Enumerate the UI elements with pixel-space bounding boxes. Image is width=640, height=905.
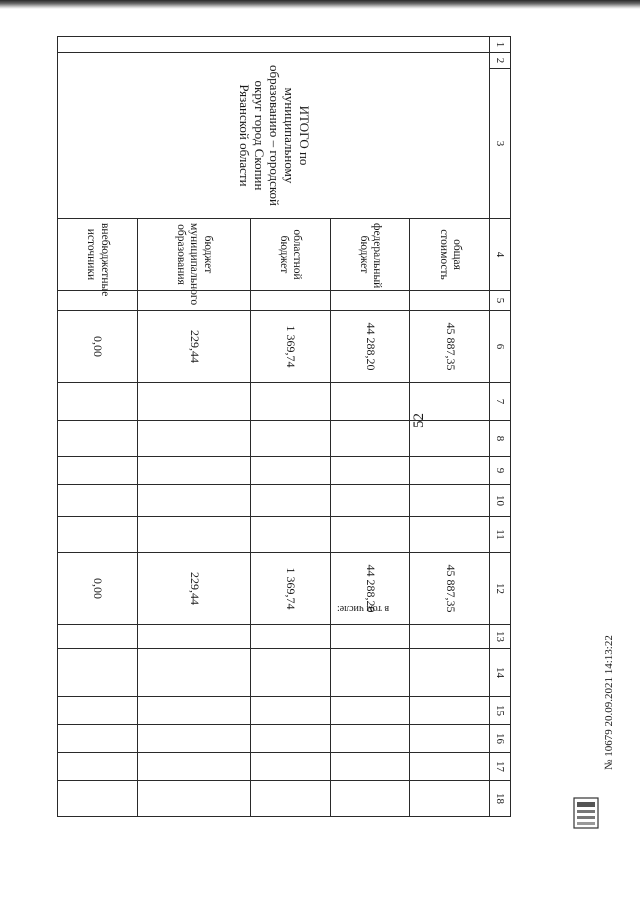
- document-stamp-text: № 10679 20.09.2021 14:13:22: [603, 635, 615, 770]
- value-col12: 45 887,35: [410, 553, 490, 625]
- empty-cell: [58, 517, 138, 553]
- value-col12: 0,00: [58, 553, 138, 625]
- value-col6: 1 369,74: [250, 311, 330, 383]
- col-number: 7: [490, 383, 511, 421]
- empty-cell: [58, 649, 138, 697]
- empty-cell: [137, 725, 250, 753]
- row-label: федеральный бюджет: [330, 219, 410, 291]
- value-col12: 229,44: [137, 553, 250, 625]
- empty-cell: [250, 649, 330, 697]
- empty-cell: [137, 421, 250, 457]
- col-number: 11: [490, 517, 511, 553]
- empty-cell: [410, 625, 490, 649]
- empty-cell: [250, 383, 330, 421]
- emblem-logo-icon: [572, 796, 600, 830]
- empty-cell: [330, 485, 410, 517]
- row-label: областной бюджет: [250, 219, 330, 291]
- value-col6: 45 887,35: [410, 311, 490, 383]
- empty-cell: [330, 457, 410, 485]
- empty-cell: [410, 781, 490, 817]
- empty-cell: [58, 421, 138, 457]
- empty-cell: [250, 421, 330, 457]
- empty-cell: [137, 697, 250, 725]
- empty-cell: [58, 625, 138, 649]
- empty-cell: [58, 457, 138, 485]
- rotated-table-wrapper: [57, 36, 511, 816]
- col-number: 5: [490, 291, 511, 311]
- empty-cell: [250, 725, 330, 753]
- empty-cell: [330, 421, 410, 457]
- empty-cell: [250, 517, 330, 553]
- col-number: 14: [490, 649, 511, 697]
- empty-cell: [250, 753, 330, 781]
- empty-cell: [137, 753, 250, 781]
- empty-cell: [137, 457, 250, 485]
- empty-cell: [58, 697, 138, 725]
- empty-cell: [410, 457, 490, 485]
- empty-cell: [330, 625, 410, 649]
- empty-cell: [410, 697, 490, 725]
- empty-cell: [250, 291, 330, 311]
- empty-cell: [250, 457, 330, 485]
- empty-cell: [410, 485, 490, 517]
- page-number: 52: [411, 413, 427, 428]
- value-col6: 0,00: [58, 311, 138, 383]
- col-number: 12: [490, 553, 511, 625]
- header-number-row: [490, 37, 511, 817]
- col-number: 4: [490, 219, 511, 291]
- empty-cell: [250, 781, 330, 817]
- empty-cell: [330, 725, 410, 753]
- empty-cell: [137, 517, 250, 553]
- empty-cell: [137, 383, 250, 421]
- col-number: 13: [490, 625, 511, 649]
- empty-cell: [410, 421, 490, 457]
- empty-cell: [58, 37, 490, 53]
- empty-cell: [410, 383, 490, 421]
- row-label: внебюджетные источники: [58, 219, 138, 291]
- empty-cell: [58, 383, 138, 421]
- col-number: 16: [490, 725, 511, 753]
- col-number: 18: [490, 781, 511, 817]
- col-number: 15: [490, 697, 511, 725]
- empty-cell: [137, 649, 250, 697]
- empty-cell: [330, 383, 410, 421]
- empty-cell: [410, 291, 490, 311]
- empty-cell: [330, 781, 410, 817]
- in-including-label-wrapper: [288, 600, 438, 614]
- row-label: общая стоимость: [410, 219, 490, 291]
- col-number: 1: [490, 37, 511, 53]
- budget-table: [57, 36, 511, 817]
- col-number: 9: [490, 457, 511, 485]
- empty-cell: [58, 725, 138, 753]
- empty-cell: [410, 725, 490, 753]
- including-label: в том числе:: [336, 603, 390, 614]
- scan-artifact-top: [0, 0, 640, 9]
- value-col6: 44 288,20: [330, 311, 410, 383]
- value-col12: 44 288,20: [330, 553, 410, 625]
- empty-cell: [410, 753, 490, 781]
- row-label: бюджет муниципального образования: [137, 219, 250, 291]
- empty-cell: [330, 291, 410, 311]
- col-number: 8: [490, 421, 511, 457]
- empty-cell: [330, 753, 410, 781]
- empty-cell: [58, 485, 138, 517]
- value-col12: 1 369,74: [250, 553, 330, 625]
- empty-cell: [330, 649, 410, 697]
- empty-cell: [137, 485, 250, 517]
- value-col6: 229,44: [137, 311, 250, 383]
- empty-cell: [330, 517, 410, 553]
- col-number: 3: [490, 69, 511, 219]
- col-number: 17: [490, 753, 511, 781]
- empty-cell: [250, 485, 330, 517]
- col-number: 10: [490, 485, 511, 517]
- col-number: 2: [490, 53, 511, 69]
- empty-cell: [58, 753, 138, 781]
- empty-cell: [137, 625, 250, 649]
- empty-cell: [137, 781, 250, 817]
- col-number: 6: [490, 311, 511, 383]
- empty-cell: [58, 781, 138, 817]
- empty-cell: [410, 649, 490, 697]
- group-total-label: ИТОГО по муниципальному образованию – городской округ город Скопин Рязанской области: [58, 53, 490, 219]
- empty-cell: [250, 625, 330, 649]
- empty-cell: [330, 697, 410, 725]
- empty-cell: [410, 517, 490, 553]
- empty-cell: [250, 697, 330, 725]
- table-row: [410, 37, 490, 817]
